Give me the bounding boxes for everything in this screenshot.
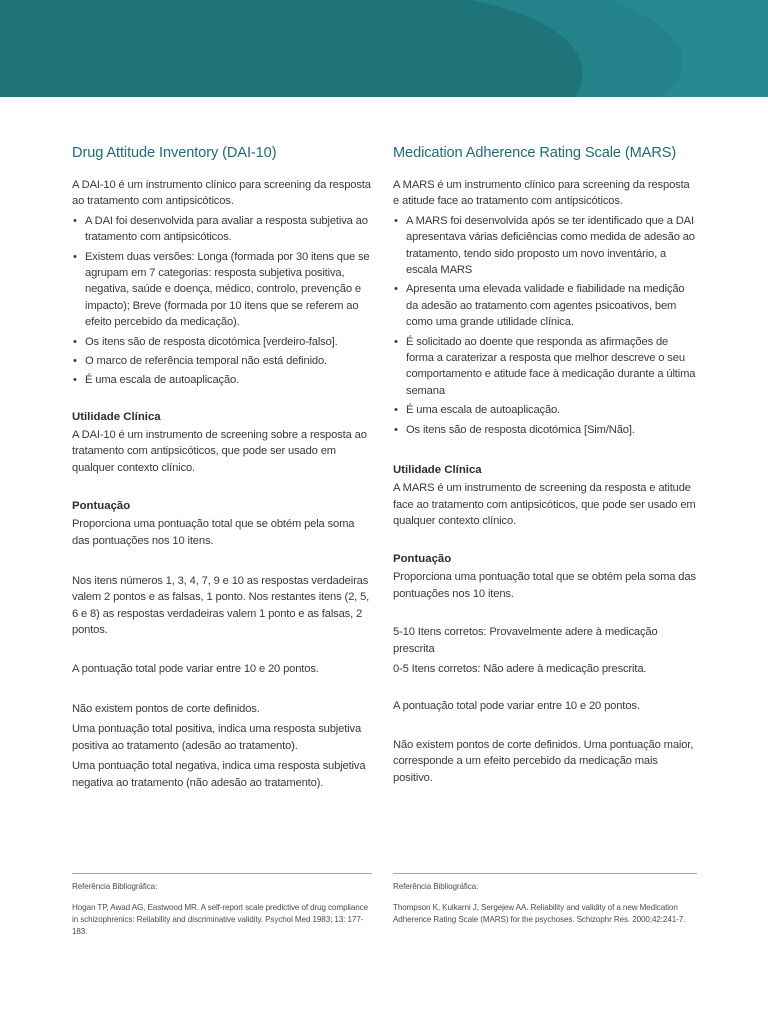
- mars-utility-heading: Utilidade Clínica: [393, 464, 482, 477]
- mars-utility-text: A MARS é um instrumento de screening da resposta e atitude face ao tratamento com antipsicóticos, que pode ser usado em qualquer contexto clínico.: [393, 482, 696, 527]
- list-item: • É uma escala de autoaplicação.: [72, 372, 372, 388]
- dai-score-p4: Não existem pontos de corte definidos.: [72, 702, 260, 715]
- mars-score-p2: 5-10 Itens corretos: Provavelmente adere à medicação prescrita: [393, 626, 658, 655]
- list-item: • É uma escala de autoaplicação.: [393, 402, 697, 418]
- mars-bullet-list: [393, 213, 697, 438]
- mars-score-p5: Não existem pontos de corte definidos. Uma pontuação maior, corresponde a um efeito percebido da medicação mais positivo.: [393, 738, 694, 784]
- mars-score-p3: 0-5 Itens corretos: Não adere à medicação prescrita.: [393, 662, 647, 675]
- dai-reference-divider: [72, 873, 372, 874]
- list-item: • A DAI foi desenvolvida para avaliar a resposta subjetiva ao tratamento com antipsicóticos.: [72, 213, 372, 246]
- mars-score-p4: A pontuação total pode variar entre 10 e 20 pontos.: [393, 700, 640, 713]
- list-item: • Apresenta uma elevada validade e fiabilidade na medição da adesão ao tratamento com agentes psicoativos, bem como uma grande utilidade clínica.: [393, 281, 697, 330]
- dai-reference: [72, 881, 372, 938]
- dai-column: [72, 145, 372, 791]
- dai-score-p1: Proporciona uma pontuação total que se obtém pela soma das pontuações nos 10 itens.: [72, 518, 355, 547]
- header-banner: [0, 0, 768, 97]
- list-item: • O marco de referência temporal não está definido.: [72, 353, 372, 369]
- dai-reference-title: Referência Bibliográfica:: [72, 882, 158, 891]
- mars-reference-divider: [393, 873, 697, 874]
- mars-reference-text: Thompson K, Kulkarni J, Sergejew AA. Reliability and validity of a new Medication Adherence Rating Scale (MARS) for the psychoses. Schizophr Res. 2000;42:241-7.: [393, 903, 686, 924]
- banner-wave-decoration: [0, 0, 768, 97]
- dai-utility-heading: Utilidade Clínica: [72, 410, 161, 423]
- mars-intro: A MARS é um instrumento clínico para screening da resposta e atitude face ao tratamento com antipsicóticos.: [393, 179, 690, 208]
- dai-intro: A DAI-10 é um instrumento clínico para screening da resposta ao tratamento com antipsicóticos.: [72, 179, 371, 208]
- mars-reference-title: Referência Bibliográfica:: [393, 882, 479, 891]
- list-item: • Existem duas versões: Longa (formada por 30 itens que se agrupam em 7 categorias: resposta subjetiva positiva, negativa, saúde e doença, médico, controlo, prevenção e impacto); Breve (formada por 10 itens que se referem ao efeito percebido da medicação).: [72, 249, 372, 331]
- dai-score-heading: Pontuação: [72, 500, 131, 513]
- mars-column: [393, 145, 697, 786]
- dai-title: Drug Attitude Inventory (DAI-10): [72, 145, 277, 161]
- mars-score-p1: Proporciona uma pontuação total que se obtém pela soma das pontuações nos 10 itens.: [393, 571, 696, 600]
- list-item: • Os itens são de resposta dicotómica [Sim/Não].: [393, 422, 697, 438]
- dai-utility-text: A DAI-10 é um instrumento de screening sobre a resposta ao tratamento com antipsicóticos, que pode ser usado em qualquer contexto clínico.: [72, 428, 367, 474]
- list-item: • A MARS foi desenvolvida após se ter identificado que a DAI apresentava várias deficiências como medida de adesão ao tratamento, tendo sido proposto um novo inventário, a escala MARS: [393, 213, 697, 279]
- mars-score-heading: Pontuação: [393, 553, 452, 566]
- dai-score-p5: Uma pontuação total positiva, indica uma resposta subjetiva positiva ao tratamento (adesão ao tratamento).: [72, 723, 362, 752]
- list-item: • Os itens são de resposta dicotómica [verdeiro-falso].: [72, 334, 372, 350]
- mars-reference: [393, 881, 697, 926]
- list-item: • É solicitado ao doente que responda as afirmações de forma a caraterizar a resposta que melhor descreve o seu comportamento e atitude face à medicação durante a última semana: [393, 334, 697, 400]
- dai-reference-text: Hogan TP, Awad AG, Eastwood MR. A self-report scale predictive of drug compliance in schizophrenics: Reliability and discriminative validity. Psychol Med 1983; 13: 177-183.: [72, 903, 369, 936]
- dai-bullet-list: [72, 213, 372, 389]
- dai-score-p2: Nos itens números 1, 3, 4, 7, 9 e 10 as respostas verdadeiras valem 2 pontos e as falsas, 1 ponto. Nos restantes itens (2, 5, 6 e 8) as respostas verdadeiras valem 1 ponto e as falsas, 2 pontos.: [72, 574, 370, 637]
- mars-title: Medication Adherence Rating Scale (MARS): [393, 145, 677, 161]
- dai-score-p6: Uma pontuação total negativa, indica uma resposta subjetiva negativa ao tratamento (não adesão ao tratamento).: [72, 760, 366, 789]
- dai-score-p3: A pontuação total pode variar entre 10 e 20 pontos.: [72, 662, 319, 675]
